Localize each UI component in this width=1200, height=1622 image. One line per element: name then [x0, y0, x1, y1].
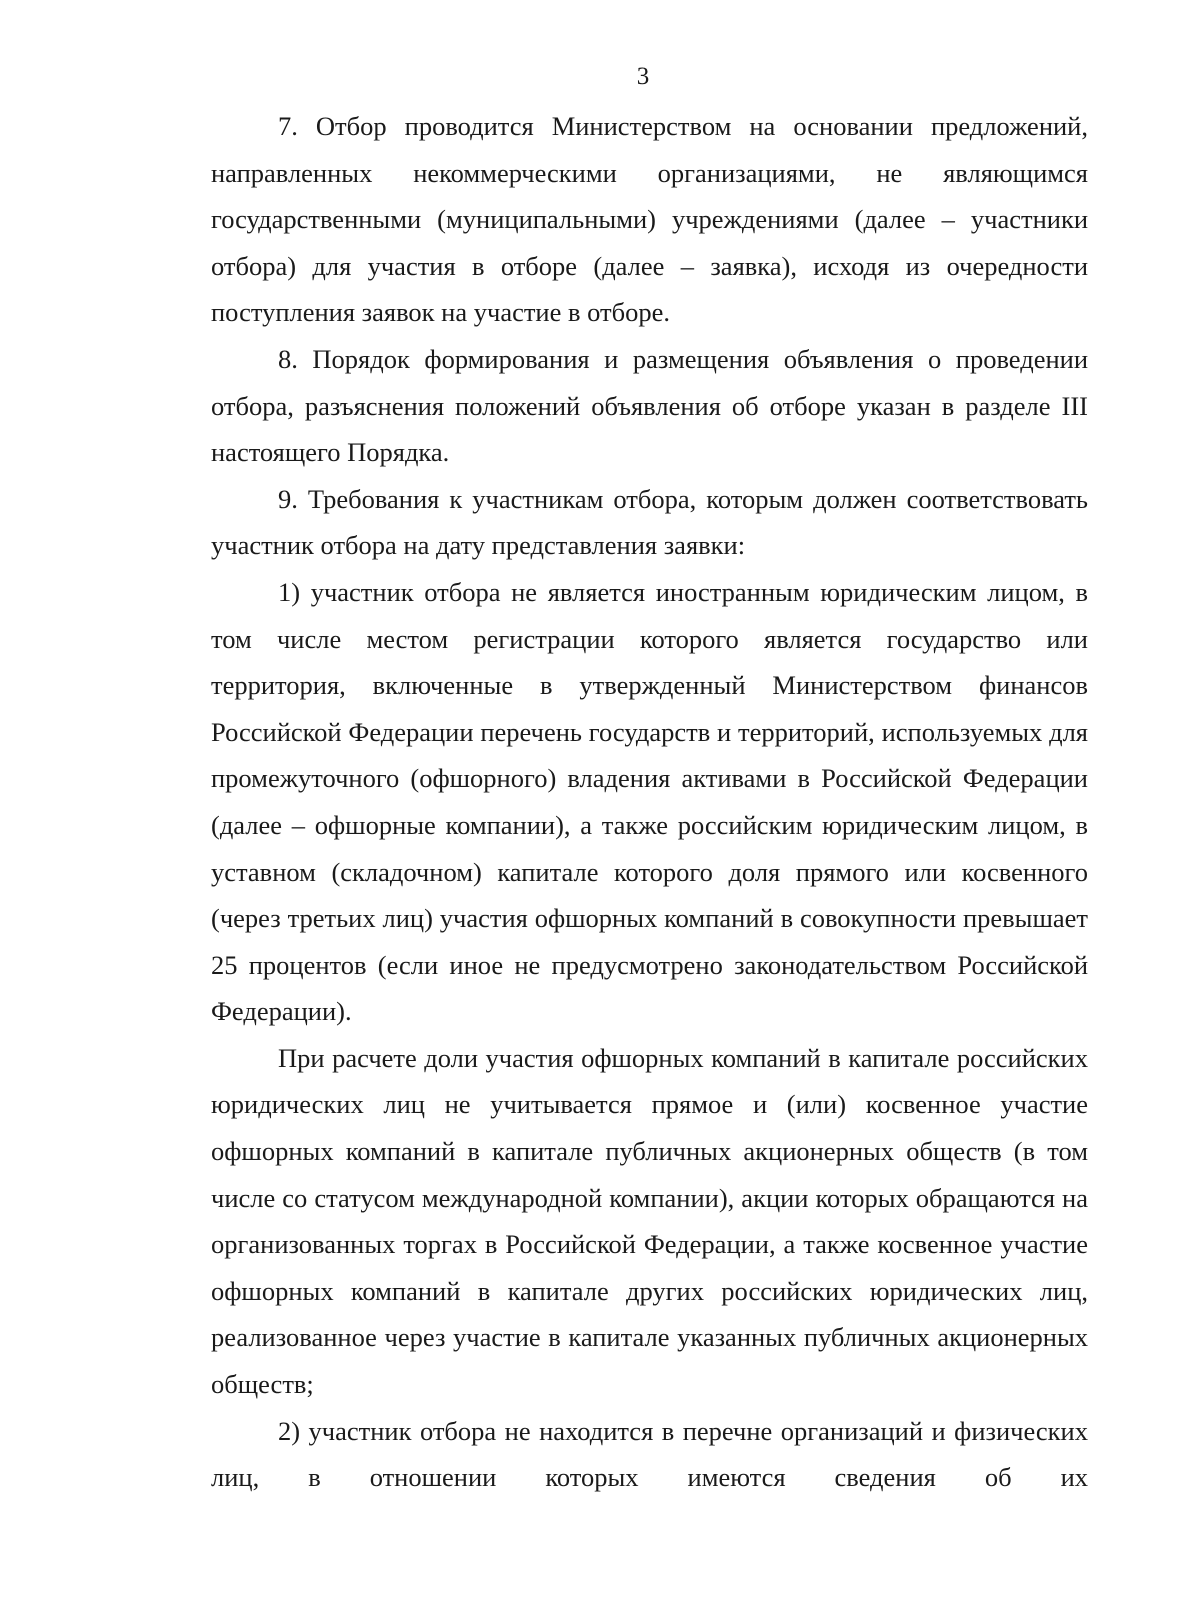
paragraph-9-item-2: 2) участник отбора не находится в перечне организаций и физических лиц, в отношении которых имеются сведения об их	[211, 1415, 1088, 1493]
paragraph-9-item-1: 1) участник отбора не является иностранным юридическим лицом, в том числе местом регистрации которого является государство или территория, включенные в утвержденный Министерством финансов Российской Федерации перечень государств и территорий, используемых для промежуточного (офшорного) владения активами в Российской Федерации (далее – офшорные компании), а также российским юридическим лицом, в уставном (складочном) капитале которого доля прямого или косвенного (через третьих лиц) участия офшорных компаний в совокупности превышает 25 процентов (если иное не предусмотрено законодательством Российской Федерации).	[211, 576, 1088, 1027]
page-number: 3	[636, 63, 650, 90]
paragraph-9-item-1-note: При расчете доли участия офшорных компаний в капитале российских юридических лиц не учитывается прямое и (или) косвенное участие офшорных компаний в капитале публичных акционерных обществ (в том числе со статусом международной компании), акции которых обращаются на организованных торгах в Российской Федерации, а также косвенное участие офшорных компаний в капитале других российских юридических лиц, реализованное через участие в капитале указанных публичных акционерных обществ;	[211, 1042, 1088, 1400]
paragraph-7: 7. Отбор проводится Министерством на основании предложений, направленных некоммерческими организациями, не являющимся государственными (муниципальными) учреждениями (далее – участники отбора) для участия в отборе (далее – заявка), исходя из очередности поступления заявок на участие в отборе.	[211, 111, 1088, 328]
document-body	[211, 103, 1088, 1501]
paragraph-9: 9. Требования к участникам отбора, которым должен соответствовать участник отбора на дату представления заявки:	[211, 483, 1088, 561]
paragraph-8: 8. Порядок формирования и размещения объявления о проведении отбора, разъяснения положений объявления об отборе указан в разделе III настоящего Порядка.	[211, 343, 1088, 468]
